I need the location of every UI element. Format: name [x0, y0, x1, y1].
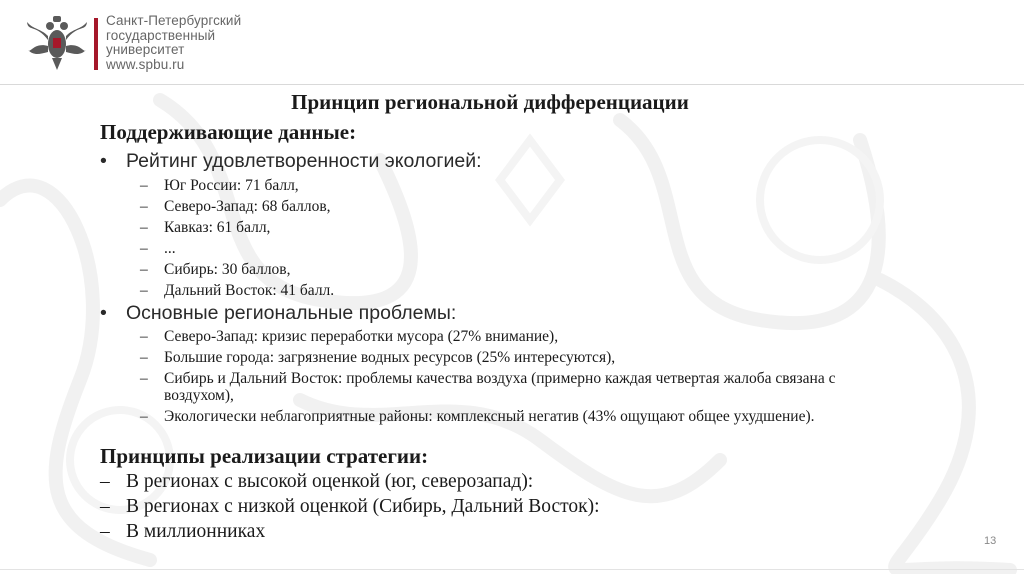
university-line: государственный — [106, 27, 216, 43]
university-line: Санкт-Петербургский — [106, 13, 242, 28]
strategy-item: – В регионах с высокой оценкой (юг, северозапад): — [100, 471, 534, 492]
problem-item: – Экологически неблагоприятные районы: комплексный негатив (43% ощущают общее ухудшение). — [140, 408, 815, 425]
strategy-item: – В миллионниках — [100, 521, 266, 542]
rating-bullet — [100, 150, 482, 173]
bullet-icon: • — [100, 150, 107, 172]
strategy-heading: Принципы реализации стратегии: — [100, 444, 429, 468]
slide-title: Принцип региональной дифференциации — [291, 90, 689, 114]
rating-item: – Кавказ: 61 балл, — [140, 219, 271, 236]
rating-item: – Сибирь: 30 баллов, — [140, 261, 291, 278]
rating-item: – Дальний Восток: 41 балл. — [140, 282, 335, 299]
slide-header — [0, 0, 1024, 85]
rating-item: – Северо-Запад: 68 баллов, — [140, 198, 331, 215]
university-name — [106, 14, 241, 72]
page-number: 13 — [984, 535, 997, 547]
problem-item: – Большие города: загрязнение водных ресурсов (25% интересуются), — [140, 349, 616, 366]
dash-icon: – — [140, 198, 148, 215]
dash-icon: – — [140, 328, 148, 345]
problems-bullet-text: Основные региональные проблемы: — [126, 302, 457, 324]
dash-icon: – — [100, 496, 110, 517]
dash-icon: – — [140, 349, 148, 366]
dash-icon: – — [100, 521, 110, 542]
header-divider — [0, 84, 1024, 85]
university-website: www.spbu.ru — [106, 56, 185, 72]
rating-item: – ... — [140, 240, 176, 257]
problem-item: – Северо-Запад: кризис переработки мусора (27% внимание), — [140, 328, 559, 345]
strategy-item: – В регионах с низкой оценкой (Сибирь, Дальний Восток): — [100, 496, 600, 517]
rating-item: – Юг России: 71 балл, — [140, 177, 299, 194]
header-accent-bar — [94, 18, 98, 70]
dash-icon: – — [100, 471, 110, 492]
dash-icon: – — [140, 282, 148, 299]
bullet-icon: • — [100, 302, 107, 324]
footer-divider — [0, 569, 1024, 570]
dash-icon: – — [140, 261, 148, 278]
rating-bullet-text: Рейтинг удовлетворенности экологией: — [126, 150, 482, 172]
dash-icon: – — [140, 240, 148, 257]
university-line: университет — [106, 42, 185, 57]
dash-icon: – — [140, 408, 148, 425]
problem-item: – Сибирь и Дальний Восток: проблемы качества воздуха (примерно каждая четвертая жалоба связана с воздухом), — [140, 370, 836, 404]
dash-icon: – — [140, 219, 148, 236]
spbu-eagle-emblem-icon — [26, 14, 88, 72]
problems-bullet — [100, 302, 456, 325]
supporting-heading: Поддерживающие данные: — [100, 120, 357, 144]
dash-icon: – — [140, 177, 148, 194]
dash-icon: – — [140, 370, 148, 387]
